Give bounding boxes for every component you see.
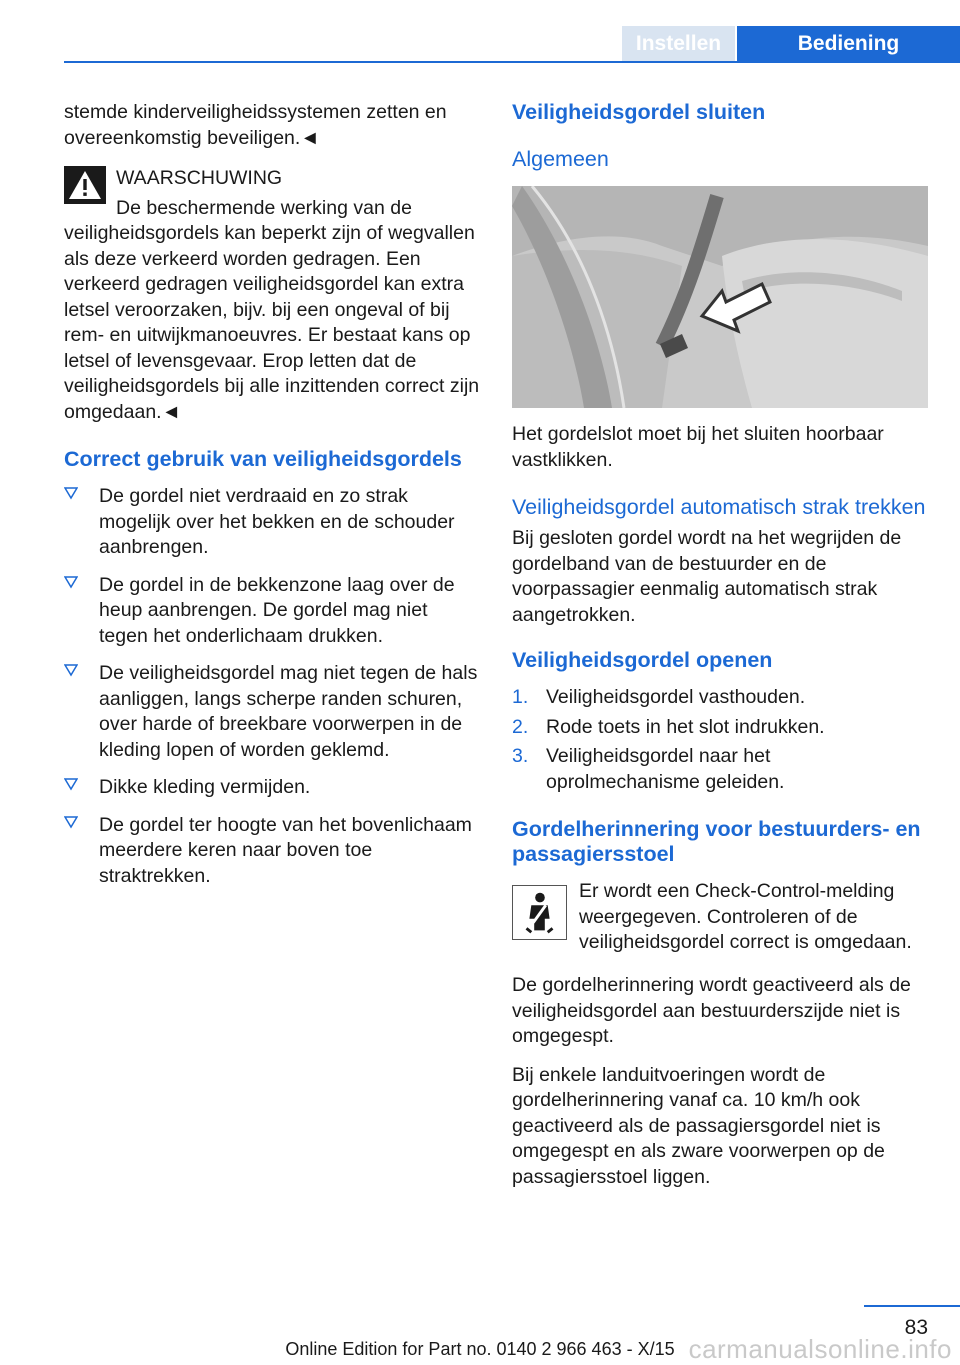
list-item: 3. Veiligheidsgordel naar het oprolmechanisme geleiden. [512,745,785,793]
list-item: 2. Rode toets in het slot indrukken. [512,715,825,738]
tab-bediening[interactable]: Bediening [737,26,960,62]
warning-box [64,164,480,425]
section-title-correct-use: Correct gebruik van veiligheidsgordels [64,447,462,471]
left-column [64,100,480,901]
triangle-bullet-icon [64,575,78,589]
subtitle-general: Algemeen [512,147,609,171]
title-seatbelt-close: Veiligheidsgordel sluiten [512,100,766,124]
list-item: De veiligheidsgordel mag niet tegen de hals aanliggen, langs scherpe randen schuren, over harde of breekbare voorwerpen in de kleding lopen of worden geklemd. [64,661,480,763]
reminder-icon-text: Er wordt een Check-Control-melding weergegeven. Controleren of de veiligheidsgordel correct is omgedaan. [579,880,912,953]
page-number: 83 [904,1316,928,1339]
page-header [0,0,960,62]
intro-text: stemde kinderveiligheidssystemen zetten en overeenkomstig beveiligen.◄ [64,101,447,149]
edition-footer: Online Edition for Part no. 0140 2 966 463 - X/15 [285,1339,675,1359]
seatbelt-warning-icon [512,885,567,940]
watermark: carmanualsonline.info [688,1334,952,1364]
list-item: De gordel ter hoogte van het bovenlichaam meerdere keren naar boven toe straktrekken. [64,813,480,890]
reminder-paragraph-2: Bij enkele landuitvoeringen wordt de gordelherinnering vanaf ca. 10 km/h ook geactiveerd als de passagiersgordel niet is omgegespt en als zware voorwerpen op de passagiersstoel liggen. [512,1063,885,1188]
right-column [512,100,928,1203]
warning-triangle-icon [64,166,106,204]
triangle-bullet-icon [64,486,78,500]
list-item: Dikke kleding vermijden. [64,775,480,801]
triangle-bullet-icon [64,663,78,677]
header-rule [64,61,960,63]
triangle-bullet-icon [64,777,78,791]
triangle-bullet-icon [64,815,78,829]
list-item: 1. Veiligheidsgordel vasthouden. [512,686,806,708]
warning-text: De beschermende werking van de veiligheidsgordels kan beperkt zijn of wegvallen als deze verkeerd worden gedragen. Een verkeerd gedragen veiligheidsgordel kan extra letsel veroorzaken, bijv. bij een ongeval of bij rem- en uitwijkmanoeuvres. Er bestaat kans op letsel of levensgevaar. Erop letten dat de veiligheidsgordels bij alle inzittenden correct zijn omgedaan.◄ [64,196,480,423]
warning-title: WAARSCHUWING [116,167,283,189]
seatbelt-buckle-photo [512,186,928,408]
title-seatbelt-open: Veiligheidsgordel openen [512,648,773,672]
open-steps-list [512,685,928,795]
title-seatbelt-reminder: Gordelherinnering voor bestuurders- en passagiersstoel [512,817,921,866]
photo-caption: Het gordelslot moet bij het sluiten hoorbaar vastklikken. [512,423,884,471]
usage-list [64,484,480,889]
auto-tighten-text: Bij gesloten gordel wordt na het wegrijden de gordelband van de bestuurder en de voorpassagier eenmalig automatisch strak aangetrokken. [512,527,902,626]
list-item: De gordel niet verdraaid en zo strak mogelijk over het bekken en de schouder aanbrengen. [64,484,480,561]
reminder-paragraph-1: De gordelherinnering wordt geactiveerd als de veiligheidsgordel aan bestuurderszijde niet is omgegespt. [512,974,911,1047]
reminder-notice [512,879,928,959]
tab-instellen[interactable]: Instellen [622,26,735,62]
list-item: De gordel in de bekkenzone laag over de heup aanbrengen. De gordel mag niet tegen het onderlichaam drukken. [64,573,480,650]
title-auto-tighten: Veiligheidsgordel automatisch strak trekken [512,495,926,519]
footer-rule [864,1305,960,1307]
